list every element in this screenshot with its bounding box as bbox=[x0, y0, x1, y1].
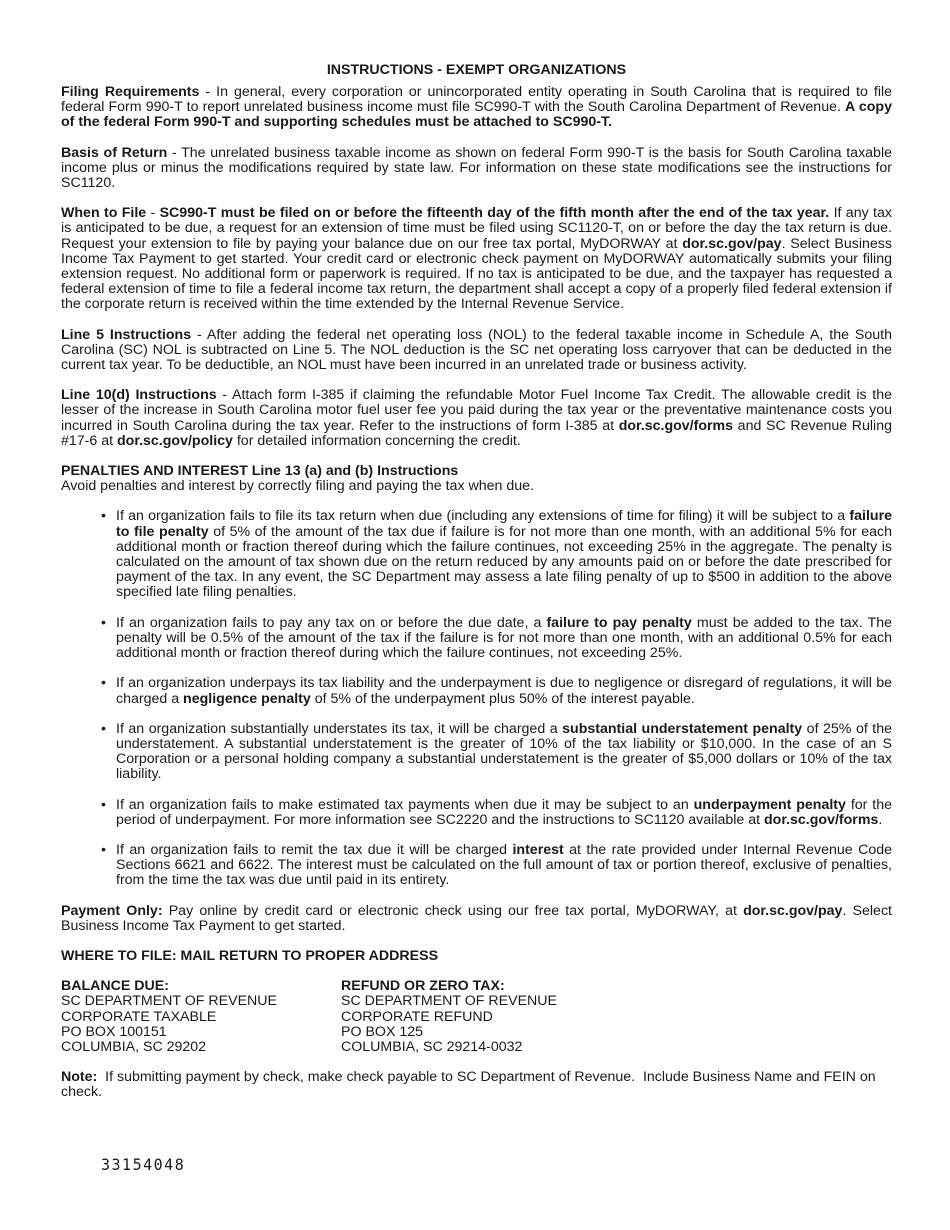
filing-requirements-text: - In general, every corporation or unincorporated entity operating in South Carolina that is required to file federal Form 990-T to report unrelated business income must file SC990-T with the South Carolina Department of Revenue. bbox=[61, 84, 893, 116]
when-to-file-text-2: . Select Business Income Tax Payment to get started. Your credit card or electronic check payment on MyDORWAY automatically submits your filing extension request. No additional form or paperwork is required. If no tax is anticipated to be due, and the taxpayer has requested a federal extension of time to file a federal income tax return, the department shall accept a copy of a properly filed federal extension if the corporate return is received within the time extended by the Internal Revenue Service. bbox=[61, 235, 892, 313]
bullet-text: at the rate provided under Internal Revenue Code Sections 6621 and 6622. The interest must be calculated on the full amount of tax or portion thereof, exclusive of penalties, from the time the tax was due until paid in its entirety. bbox=[116, 841, 892, 889]
list-item bbox=[116, 798, 892, 828]
line10d-text-2: and SC Revenue Ruling #17-6 at bbox=[61, 417, 892, 449]
line10d-heading: Line 10(d) Instructions bbox=[61, 387, 217, 404]
penalties-list bbox=[61, 509, 892, 888]
bullet-text: of 5% of the underpayment plus 50% of the interest payable. bbox=[310, 690, 695, 707]
address-line: PO BOX 125 bbox=[341, 1023, 424, 1040]
address-line: PO BOX 100151 bbox=[61, 1023, 167, 1040]
page-title: INSTRUCTIONS - EXEMPT ORGANIZATIONS bbox=[326, 62, 627, 78]
when-to-file-text-1: If any tax is anticipated to be due, a request for an extension of time must be filed using SC1120-T, on or before the day the tax return is due. Request your extension to file by paying your balance due on our free tax portal, MyDORWAY at bbox=[61, 205, 892, 252]
instructions-content bbox=[61, 62, 892, 1101]
line10d-paragraph bbox=[61, 388, 892, 449]
when-to-file-separator: - bbox=[146, 205, 160, 222]
bullet-bold: failure to pay penalty bbox=[546, 614, 692, 631]
address-line: CORPORATE REFUND bbox=[341, 1008, 493, 1025]
list-item bbox=[116, 616, 892, 662]
bullet-text: If an organization fails to file its tax return when due (including any extensions of time for filing) it will be subject to a bbox=[116, 508, 850, 525]
list-item bbox=[116, 509, 892, 600]
address-line: CORPORATE TAXABLE bbox=[61, 1008, 217, 1025]
balance-due-address bbox=[61, 979, 341, 1055]
bullet-text: If an organization substantially understates its tax, it will be charged a bbox=[116, 720, 563, 737]
when-to-file-deadline: SC990-T must be filed on or before the fifteenth day of the fifth month after the end of the tax year. bbox=[159, 205, 830, 222]
forms-link[interactable]: dor.sc.gov/forms bbox=[618, 417, 734, 434]
bullet-text: If an organization fails to pay any tax on or before the due date, a bbox=[116, 614, 547, 631]
form-barcode-number: 33154048 bbox=[101, 1155, 186, 1175]
bullet-bold: substantial understatement penalty bbox=[562, 720, 803, 737]
line5-paragraph bbox=[61, 328, 892, 374]
mailing-addresses bbox=[61, 979, 892, 1055]
where-to-file-heading: WHERE TO FILE: MAIL RETURN TO PROPER ADDRESS bbox=[61, 947, 439, 964]
bullet-bold: underpayment penalty bbox=[693, 796, 846, 813]
when-to-file-heading: When to File bbox=[61, 205, 147, 222]
line5-heading: Line 5 Instructions bbox=[61, 326, 192, 343]
filing-requirements-heading: Filing Requirements bbox=[61, 84, 200, 100]
bullet-text: . bbox=[878, 811, 883, 828]
filing-requirements-bold: A copy of the federal Form 990-T and supporting schedules must be attached to SC990-T. bbox=[61, 99, 892, 131]
filing-requirements-paragraph bbox=[61, 85, 892, 131]
bullet-text: If an organization fails to make estimated tax payments when due it may be subject to an bbox=[116, 796, 694, 813]
payment-only-paragraph bbox=[61, 904, 892, 934]
refund-address bbox=[341, 979, 621, 1055]
when-to-file-paragraph bbox=[61, 206, 892, 312]
bullet-text: If an organization fails to remit the tax due it will be charged bbox=[116, 841, 513, 858]
bullet-text: of 25% of the understatement. A substantial understatement is the greater of 10% of the tax liability or $10,000. In the case of an S Corporation or a personal holding company a substantial understatement is the greater of $5,000 dollars or 10% of the tax liability. bbox=[116, 720, 893, 783]
note-text: If submitting payment by check, make check payable to SC Department of Revenue. Include Business Name and FEIN on check. bbox=[61, 1069, 880, 1101]
penalties-intro: Avoid penalties and interest by correctly filing and paying the tax when due. bbox=[61, 478, 534, 495]
address-line: COLUMBIA, SC 29202 bbox=[61, 1038, 207, 1055]
list-item bbox=[116, 843, 892, 889]
bullet-bold: negligence penalty bbox=[183, 690, 311, 707]
pay-portal-link[interactable]: dor.sc.gov/pay bbox=[682, 235, 782, 252]
bullet-text: of 5% of the amount of the tax due if failure is for not more than one month, with an additional 5% for each additional month or fraction thereof during which the failure continues, not exceeding 25% in the aggregate. The penalty is calculated on the amount of tax shown due on the return reduced by any amounts paid on or before the date prescribed for payment of the tax. In any event, the SC Department may assess a late filing penalty of up to $500 in addition to the above specified late filing penalties. bbox=[116, 523, 892, 601]
payment-only-text-2: . Select Business Income Tax Payment to get started. bbox=[61, 902, 892, 934]
refund-title: REFUND OR ZERO TAX: bbox=[341, 978, 505, 995]
basis-of-return-text: - The unrelated business taxable income as shown on federal Form 990-T is the basis for South Carolina taxable income plus or minus the modifications required by state law. For information on these state modifications see the instructions for SC1120. bbox=[61, 144, 892, 192]
payment-only-heading: Payment Only: bbox=[61, 902, 163, 919]
list-item bbox=[116, 722, 892, 783]
bullet-text: must be added to the tax. The penalty will be 0.5% of the amount of the tax if the failure is for not more than one month, with an additional 0.5% for each additional month or fraction thereof during which the failure continues, not exceeding 25%. bbox=[116, 614, 892, 662]
forms-link[interactable]: dor.sc.gov/forms bbox=[764, 811, 879, 828]
basis-of-return-paragraph bbox=[61, 146, 892, 192]
address-line: SC DEPARTMENT OF REVENUE bbox=[341, 993, 557, 1010]
line10d-text-3: for detailed information concerning the credit. bbox=[232, 432, 521, 449]
payment-only-text-1: Pay online by credit card or electronic check using our free tax portal, MyDORWAY, at bbox=[162, 902, 744, 919]
bullet-bold: interest bbox=[512, 841, 564, 858]
penalties-section bbox=[61, 464, 892, 888]
balance-due-title: BALANCE DUE: bbox=[61, 978, 169, 995]
policy-link[interactable]: dor.sc.gov/policy bbox=[117, 432, 233, 449]
address-line: SC DEPARTMENT OF REVENUE bbox=[61, 993, 277, 1010]
address-line: COLUMBIA, SC 29214-0032 bbox=[341, 1038, 523, 1055]
penalties-heading: PENALTIES AND INTEREST Line 13 (a) and (b) Instructions bbox=[61, 463, 459, 480]
line10d-text-1: - Attach form I-385 if claiming the refundable Motor Fuel Income Tax Credit. The allowable credit is the lesser of the increase in South Carolina motor fuel user fee you paid during the tax year or the preventative maintenance costs you incurred in South Carolina during the tax year. Refer to the instructions of form I-385 at bbox=[61, 387, 892, 434]
bullet-text: for the period of underpayment. For more information see SC2220 and the instructions to SC1120 available at bbox=[116, 796, 892, 828]
bullet-bold: failure to file penalty bbox=[116, 508, 892, 540]
note-heading: Note: bbox=[61, 1069, 98, 1086]
list-item bbox=[116, 676, 892, 706]
line5-text: - After adding the federal net operating loss (NOL) to the federal taxable income in Schedule A, the South Carolina (SC) NOL is subtracted on Line 5. The NOL deduction is the SC net operating loss carryover that can be deducted in the current tax year. To be deductible, an NOL must have been incurred in an unrelated trade or business activity. bbox=[61, 326, 892, 374]
basis-of-return-heading: Basis of Return bbox=[61, 144, 168, 161]
note-paragraph bbox=[61, 1070, 892, 1100]
pay-portal-link[interactable]: dor.sc.gov/pay bbox=[743, 902, 843, 919]
bullet-text: If an organization underpays its tax liability and the underpayment is due to negligence or disregard of regulations, it will be charged a bbox=[116, 675, 892, 707]
